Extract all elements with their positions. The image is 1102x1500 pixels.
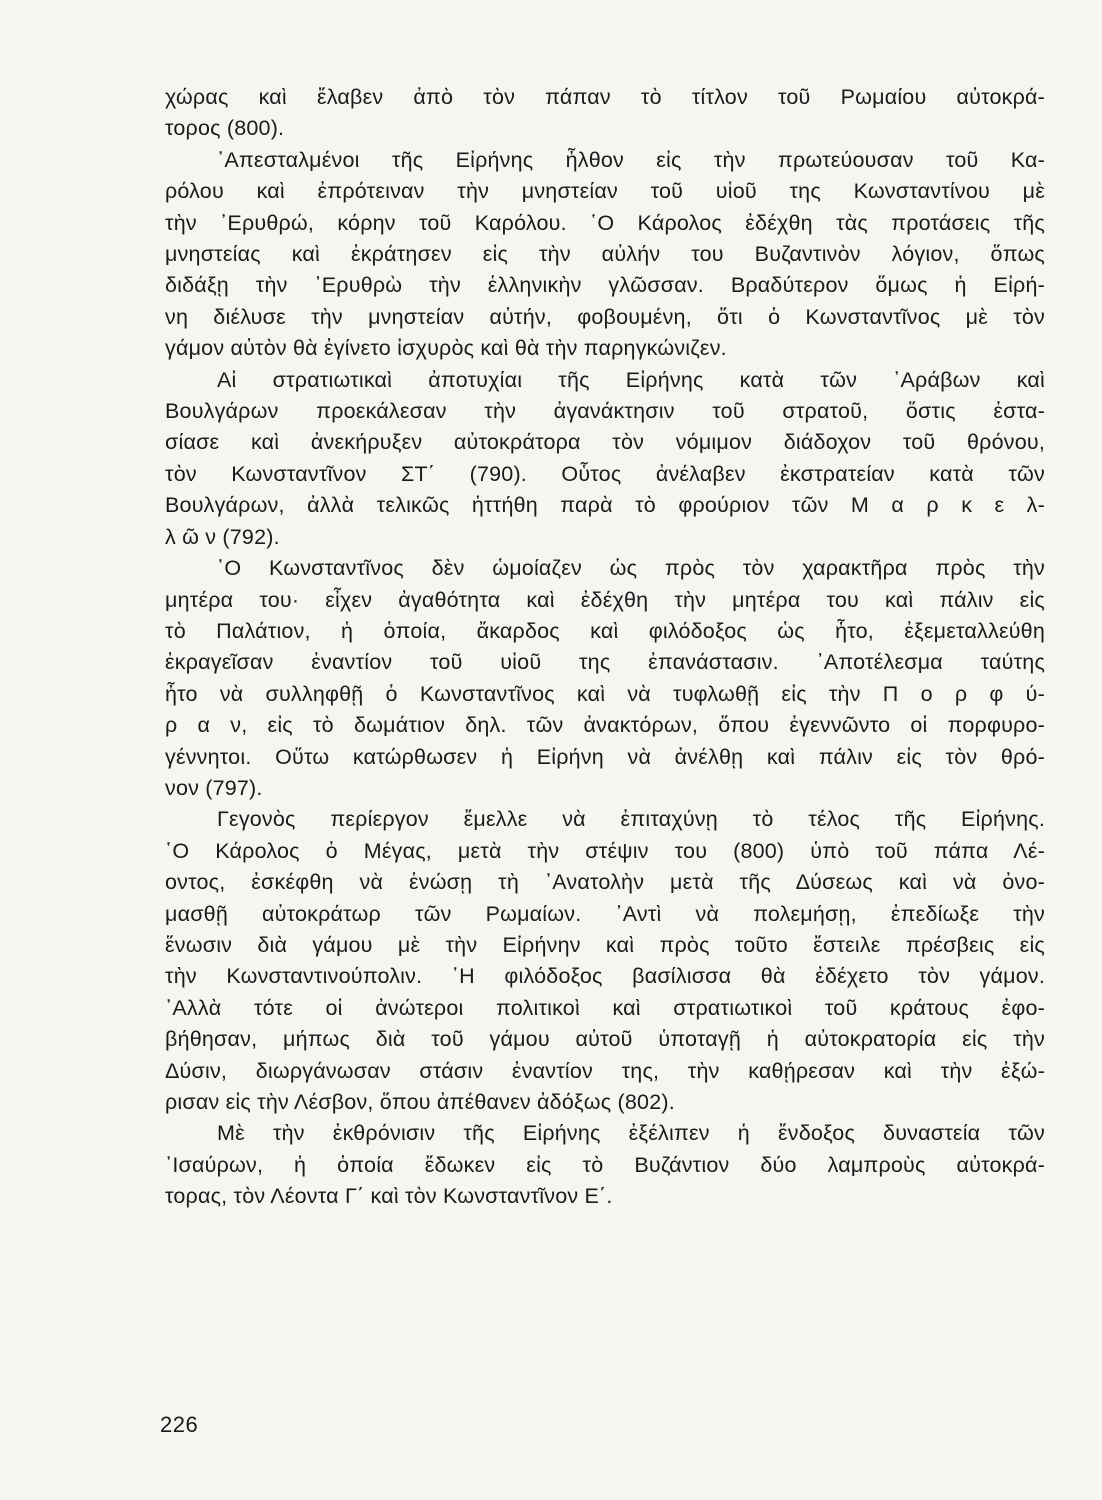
text-line: διδάξῃ τὴν ᾿Ερυθρὼ τὴν ἑλληνικὴν γλῶσσαν. Βραδύτερον ὅμως ἡ Εἰρή- <box>165 273 1045 298</box>
paragraph <box>165 82 1045 145</box>
text-line: γάμον αὐτὸν θὰ ἐγίνετο ἰσχυρὸς καὶ θὰ τὴν παρηγκώνιζεν. <box>165 336 727 361</box>
text-line: νη διέλυσε τὴν μνηστείαν αὐτήν, φοβουμένη, ὅτι ὁ Κωνσταντῖνος μὲ τὸν <box>165 304 1045 329</box>
paragraph <box>165 804 1045 1118</box>
text-line: μασθῇ αὐτοκράτωρ τῶν Ρωμαίων. ᾿Αντὶ νὰ πολεμήσῃ, ἐπεδίωξε τὴν <box>165 901 1045 926</box>
text-line: ἦτο νὰ συλληφθῇ ὁ Κωνσταντῖνος καὶ νὰ τυφλωθῇ εἰς τὴν Π ο ρ φ ύ- <box>165 681 1045 706</box>
text-line: χώρας καὶ ἔλαβεν ἀπὸ τὸν πάπαν τὸ τίτλον τοῦ Ρωμαίου αὐτοκρά- <box>165 85 1045 109</box>
text-line: Βουλγάρων προεκάλεσαν τὴν ἀγανάκτησιν τοῦ στρατοῦ, ὅστις ἐστα- <box>165 399 1045 424</box>
body-text <box>165 82 1045 1213</box>
text-line: Δύσιν, διωργάνωσαν στάσιν ἐναντίον της, τὴν καθῄρεσαν καὶ τὴν ἐξώ- <box>165 1058 1045 1083</box>
text-line: Βουλγάρων, ἀλλὰ τελικῶς ἡττήθη παρὰ τὸ φρούριον τῶν Μ α ρ κ ε λ- <box>165 493 1045 518</box>
text-line: Μὲ τὴν ἐκθρόνισιν τῆς Εἰρήνης ἐξέλιπεν ἡ ἔνδοξος δυναστεία τῶν <box>217 1121 1045 1146</box>
text-line: ῾Ο Κάρολος ὁ Μέγας, μετὰ τὴν στέψιν του (800) ὑπὸ τοῦ πάπα Λέ- <box>165 838 1045 863</box>
paragraph <box>165 1118 1045 1212</box>
text-line: ᾿Ισαύρων, ἡ ὁποία ἔδωκεν εἰς τὸ Βυζάντιον δύο λαμπροὺς αὐτοκρά- <box>165 1152 1045 1177</box>
text-line: ρόλου καὶ ἐπρότειναν τὴν μνηστείαν τοῦ υἱοῦ της Κωνσταντίνου μὲ <box>165 179 1045 204</box>
text-line: βήθησαν, μήπως διὰ τοῦ γάμου αὐτοῦ ὑποταγῇ ἡ αὐτοκρατορία εἰς τὴν <box>165 1027 1045 1052</box>
text-line: νον (797). <box>165 775 263 800</box>
text-line: ρ α ν, εἰς τὸ δωμάτιον δηλ. τῶν ἀνακτόρων, ὅπου ἐγεννῶντο οἱ πορφυρο- <box>165 713 1045 738</box>
text-line: λ ῶ ν (792). <box>165 524 280 549</box>
text-line: ᾿Απεσταλμένοι τῆς Εἰρήνης ἦλθον εἰς τὴν πρωτεύουσαν τοῦ Κα- <box>217 147 1045 172</box>
text-line: γέννητοι. Οὕτω κατώρθωσεν ἡ Εἰρήνη νὰ ἀνέλθῃ καὶ πάλιν εἰς τὸν θρό- <box>165 744 1045 769</box>
paragraph <box>165 365 1045 553</box>
text-line: ρισαν εἰς τὴν Λέσβον, ὅπου ἀπέθανεν ἀδόξως (802). <box>165 1090 675 1114</box>
text-line: ῾Ο Κωνσταντῖνος δὲν ὡμοίαζεν ὡς πρὸς τὸν χαρακτῆρα πρὸς τὴν <box>217 556 1045 581</box>
text-line: τὸν Κωνσταντῖνον ΣΤ΄ (790). Οὗτος ἀνέλαβεν ἐκστρατείαν κατὰ τῶν <box>165 461 1045 486</box>
text-line: ἐκραγεῖσαν ἐναντίον τοῦ υἱοῦ της ἐπανάστασιν. ᾿Αποτέλεσμα ταύτης <box>165 650 1045 675</box>
paragraph <box>165 145 1045 365</box>
text-line: Γεγονὸς περίεργον ἔμελλε νὰ ἐπιταχύνῃ τὸ τέλος τῆς Εἰρήνης. <box>217 807 1045 832</box>
text-line: μητέρα του· εἶχεν ἀγαθότητα καὶ ἐδέχθη τὴν μητέρα του καὶ πάλιν εἰς <box>165 587 1045 612</box>
text-line: σίασε καὶ ἀνεκήρυξεν αὐτοκράτορα τὸν νόμιμον διάδοχον τοῦ θρόνου, <box>165 430 1045 455</box>
text-line: τὴν ᾿Ερυθρώ, κόρην τοῦ Καρόλου. ῾Ο Κάρολος ἐδέχθη τὰς προτάσεις τῆς <box>165 210 1045 235</box>
text-line: ᾿Αλλὰ τότε οἱ ἀνώτεροι πολιτικοὶ καὶ στρατιωτικοὶ τοῦ κράτους ἐφο- <box>165 995 1045 1020</box>
text-line: τορος (800). <box>165 116 285 141</box>
text-line: οντος, ἐσκέφθη νὰ ἑνώσῃ τὴ ᾿Ανατολὴν μετὰ τῆς Δύσεως καὶ νὰ ὀνο- <box>165 870 1045 895</box>
page-number: 226 <box>160 1412 199 1437</box>
text-line: Αἱ στρατιωτικαὶ ἀποτυχίαι τῆς Εἰρήνης κατὰ τῶν ᾿Αράβων καὶ <box>217 367 1045 392</box>
text-line: ἕνωσιν διὰ γάμου μὲ τὴν Εἰρήνην καὶ πρὸς τοῦτο ἔστειλε πρέσβεις εἰς <box>165 932 1045 957</box>
text-line: μνηστείας καὶ ἐκράτησεν εἰς τὴν αὐλήν του Βυζαντινὸν λόγιον, ὅπως <box>165 242 1045 267</box>
text-line: τορας, τὸν Λέοντα Γ΄ καὶ τὸν Κωνσταντῖνον Ε΄. <box>165 1184 613 1209</box>
text-line: τὴν Κωνσταντινούπολιν. ῾Η φιλόδοξος βασίλισσα θὰ ἐδέχετο τὸν γάμον. <box>165 964 1045 989</box>
text-line: τὸ Παλάτιον, ἡ ὁποία, ἄκαρδος καὶ φιλόδοξος ὡς ἦτο, ἐξεμεταλλεύθη <box>165 618 1045 643</box>
paragraph <box>165 553 1045 804</box>
